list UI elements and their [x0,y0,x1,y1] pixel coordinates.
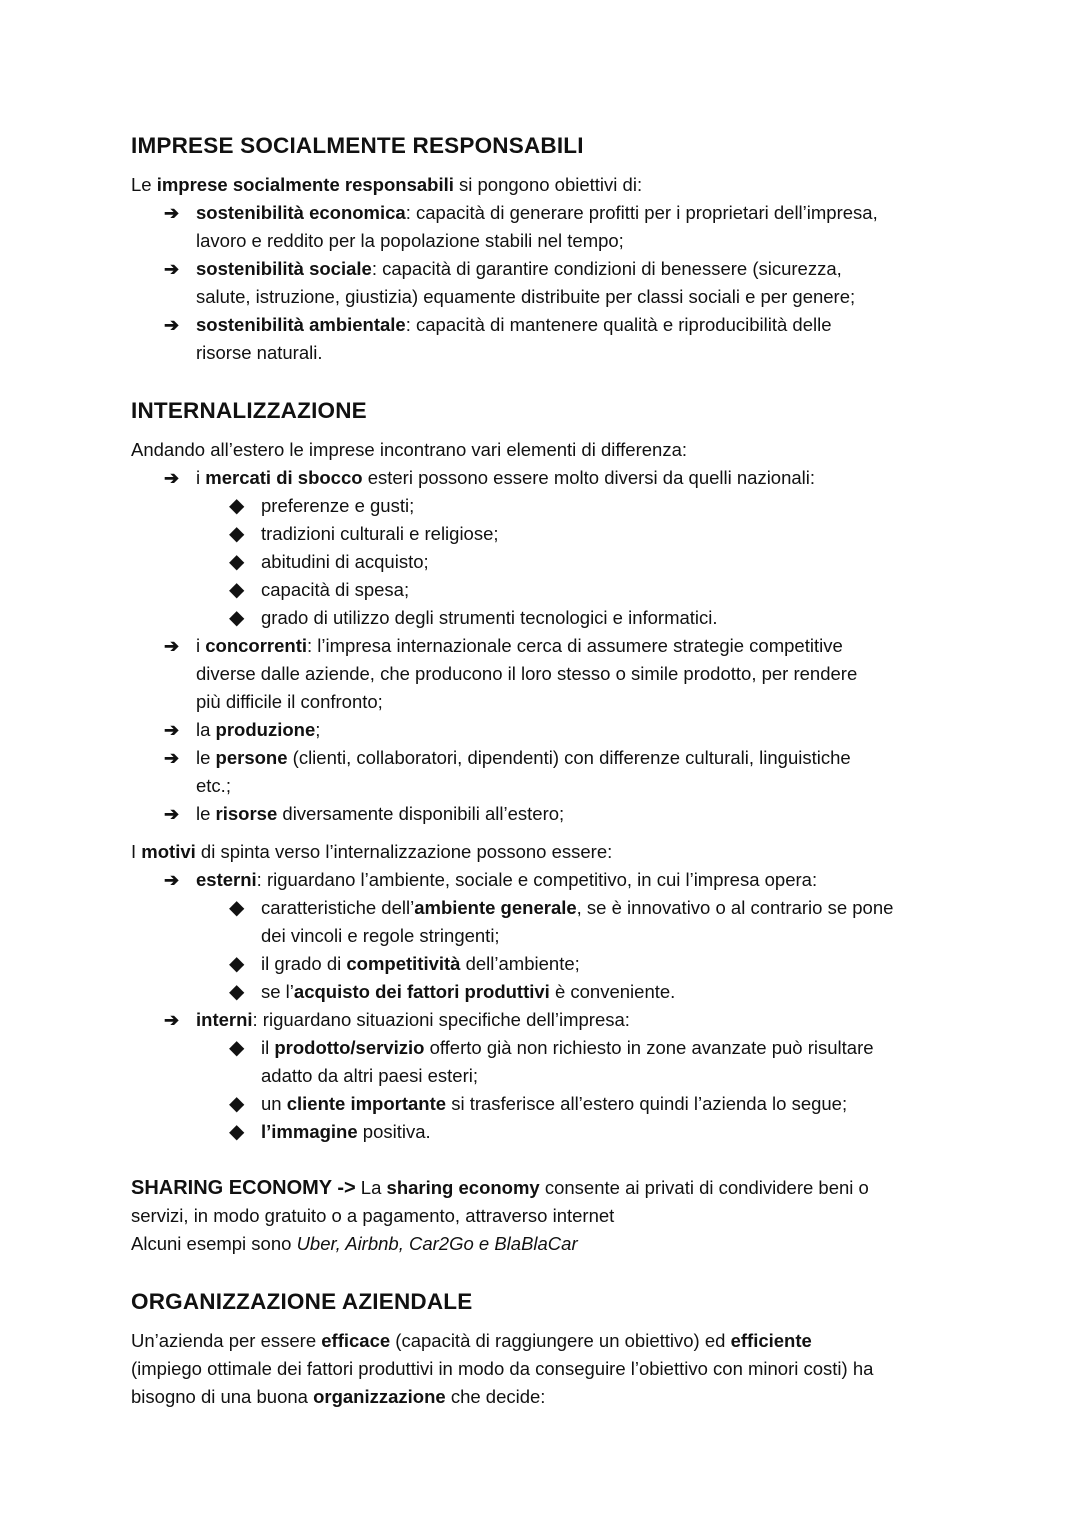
document-page [131,130,991,1411]
diamond-bullet-icon: ◆ [229,495,245,517]
text-run: consente ai privati di condividere beni o [539,1177,869,1198]
text-run: il [261,1037,275,1058]
bold-term: imprese socialmente responsabili [156,174,454,195]
text-run: salute, istruzione, giustizia) equamente distribuite per classi sociali e per genere; [196,286,856,307]
arrow-bullet-icon: ➔ [164,259,180,279]
text-run: ; [315,719,321,740]
text-line [131,255,991,283]
bold-term: persone [215,747,288,768]
bold-term: esterni [196,869,257,890]
text-run: se l’ [261,981,294,1002]
diamond-bullet-icon: ◆ [229,551,245,573]
diamond-bullet-icon: ◆ [229,523,245,545]
list-item [131,716,991,744]
text-run: I [131,841,142,862]
paragraph [131,171,991,199]
text-run: risorse naturali. [196,342,323,363]
text-run: grado di utilizzo degli strumenti tecnologici e informatici. [261,607,718,628]
text-run: le [196,803,216,824]
bold-term: concorrenti [205,635,308,656]
text-run: : capacità di generare profitti per i proprietari dell’impresa, [405,202,878,223]
arrow-bullet-icon: ➔ [164,203,180,223]
text-run: capacità di spesa; [261,579,410,600]
list-item [131,1090,991,1118]
list-item [131,744,991,800]
text-line [131,283,991,311]
arrow-bullet-icon: ➔ [164,468,180,488]
list-item [131,464,991,492]
text-run: i [196,467,206,488]
text-run: esteri possono essere molto diversi da quelli nazionali: [362,467,816,488]
text-run: si trasferisce all’estero quindi l’azienda lo segue; [446,1093,848,1114]
text-run: adatto da altri paesi esteri; [261,1065,478,1086]
bold-term: organizzazione [313,1386,446,1407]
list-item [131,492,991,520]
bold-term: motivi [141,841,196,862]
text-run: tradizioni culturali e religiose; [261,523,499,544]
text-line [131,688,991,716]
text-run: : capacità di mantenere qualità e riproducibilità delle [405,314,832,335]
text-run: diverse dalle aziende, che producono il loro stesso o simile prodotto, per rendere [196,663,858,684]
text-run: si pongono obiettivi di: [453,174,643,195]
section [131,130,991,367]
text-line [131,838,991,866]
paragraph-group [131,838,991,1146]
list-item [131,1118,991,1146]
text-run: Alcuni esempi sono [131,1233,297,1254]
paragraph [131,838,991,866]
text-run: servizi, in modo gratuito o a pagamento, attraverso internet [131,1205,615,1226]
section [131,1174,991,1258]
bold-term: risorse [215,803,278,824]
bold-term: prodotto/servizio [274,1037,425,1058]
section-heading: INTERNALIZZAZIONE [131,398,367,423]
paragraph-group [131,171,991,367]
text-line [131,1118,991,1146]
bold-term: cliente importante [286,1093,447,1114]
text-run: preferenze e gusti; [261,495,415,516]
text-line [131,1202,991,1230]
bold-term: sostenibilità economica [196,202,406,223]
text-run: diversamente disponibili all’estero; [277,803,565,824]
text-line [131,744,991,772]
text-run: dei vincoli e regole stringenti; [261,925,500,946]
paragraph [131,436,991,464]
list-item [131,255,991,311]
bold-term: l’immagine [261,1121,358,1142]
text-run: offerto già non richiesto in zone avanzate può risultare [424,1037,874,1058]
text-run: più difficile il confronto; [196,691,383,712]
list-item [131,950,991,978]
text-line [131,171,991,199]
text-line [131,632,991,660]
text-run: che decide: [445,1386,546,1407]
text-run: il grado di [261,953,347,974]
paragraph [131,1327,991,1411]
paragraph-group [131,436,991,828]
text-line [131,1090,991,1118]
text-line [131,800,991,828]
text-run: Un’azienda per essere [131,1330,322,1351]
diamond-bullet-icon: ◆ [229,607,245,629]
text-line [131,548,991,576]
paragraph-group [131,1174,991,1258]
list-item [131,520,991,548]
text-run: : capacità di garantire condizioni di benessere (sicurezza, [371,258,842,279]
arrow-bullet-icon: ➔ [164,720,180,740]
text-run: : riguardano situazioni specifiche dell’impresa: [252,1009,630,1030]
text-line [131,978,991,1006]
bold-term: ambiente generale [414,897,577,918]
text-run: bisogno di una buona [131,1386,314,1407]
text-run: : l’impresa internazionale cerca di assumere strategie competitive [307,635,843,656]
diamond-bullet-icon: ◆ [229,1121,245,1143]
text-line [131,950,991,978]
list-item [131,1034,991,1090]
text-line [131,1230,991,1258]
text-line [131,716,991,744]
text-run: (impiego ottimale dei fattori produttivi in modo da conseguire l’obiettivo con minori costi) ha [131,1358,874,1379]
arrow-bullet-icon: ➔ [164,804,180,824]
diamond-bullet-icon: ◆ [229,579,245,601]
text-run: abitudini di acquisto; [261,551,429,572]
text-run: positiva. [357,1121,431,1142]
text-line [131,1174,991,1202]
text-line [131,1327,991,1355]
list-item [131,866,991,894]
text-line [131,772,991,800]
diamond-bullet-icon: ◆ [229,981,245,1003]
bold-term: competitività [346,953,461,974]
diamond-bullet-icon: ◆ [229,1093,245,1115]
section-heading: IMPRESE SOCIALMENTE RESPONSABILI [131,133,584,158]
bold-term: sostenibilità ambientale [196,314,406,335]
diamond-bullet-icon: ◆ [229,897,245,919]
italic-examples: Uber, Airbnb, Car2Go e BlaBlaCar [296,1233,578,1254]
section [131,395,991,1146]
text-line [131,922,991,950]
text-run: le [196,747,216,768]
arrow-bullet-icon: ➔ [164,315,180,335]
list-item [131,199,991,255]
text-line [131,227,991,255]
text-run: è conveniente. [549,981,676,1002]
text-line [131,492,991,520]
text-line [131,576,991,604]
diamond-bullet-icon: ◆ [229,1037,245,1059]
text-line [131,866,991,894]
list-item [131,548,991,576]
bold-term: acquisto dei fattori produttivi [293,981,550,1002]
diamond-bullet-icon: ◆ [229,953,245,975]
text-run: i [196,635,206,656]
text-line [131,1006,991,1034]
text-run: (capacità di raggiungere un obiettivo) ed [390,1330,731,1351]
text-run: dell’ambiente; [460,953,580,974]
paragraph-group [131,1327,991,1411]
text-run: lavoro e reddito per la popolazione stabili nel tempo; [196,230,624,251]
list-item [131,311,991,367]
text-run: : riguardano l’ambiente, sociale e competitivo, in cui l’impresa opera: [256,869,818,890]
bold-term: sharing economy [386,1177,540,1198]
text-run: di spinta verso l’internalizzazione possono essere: [195,841,613,862]
list-item [131,1006,991,1034]
bold-term: efficace [321,1330,391,1351]
list-item [131,800,991,828]
text-line [131,464,991,492]
text-run: etc.; [196,775,231,796]
text-line [131,311,991,339]
text-line [131,1062,991,1090]
text-run: caratteristiche dell’ [261,897,415,918]
text-line [131,660,991,688]
bold-term: sostenibilità sociale [196,258,372,279]
bold-term: interni [196,1009,253,1030]
text-line [131,436,991,464]
text-line [131,604,991,632]
text-line [131,339,991,367]
arrow-bullet-icon: ➔ [164,1010,180,1030]
arrow-bullet-icon: ➔ [164,870,180,890]
text-run: un [261,1093,287,1114]
bold-term: efficiente [730,1330,812,1351]
text-line [131,894,991,922]
bold-term: mercati di sbocco [205,467,363,488]
paragraph [131,1174,991,1258]
list-item [131,978,991,1006]
text-line [131,1034,991,1062]
text-run: Le [131,174,157,195]
text-line [131,520,991,548]
list-item [131,894,991,950]
text-run: (clienti, collaboratori, dipendenti) con differenze culturali, linguistiche [287,747,851,768]
list-item [131,576,991,604]
text-run: la [196,719,216,740]
arrow-bullet-icon: ➔ [164,748,180,768]
text-run: La [355,1177,387,1198]
text-line [131,1383,991,1411]
text-run: Andando all’estero le imprese incontrano vari elementi di differenza: [131,439,688,460]
inline-heading: SHARING ECONOMY -> [131,1177,356,1199]
section [131,1286,991,1411]
arrow-bullet-icon: ➔ [164,636,180,656]
bold-term: produzione [215,719,316,740]
text-line [131,1355,991,1383]
text-line [131,199,991,227]
list-item [131,632,991,716]
text-run: , se è innovativo o al contrario se pone [576,897,894,918]
list-item [131,604,991,632]
section-heading: ORGANIZZAZIONE AZIENDALE [131,1289,473,1314]
